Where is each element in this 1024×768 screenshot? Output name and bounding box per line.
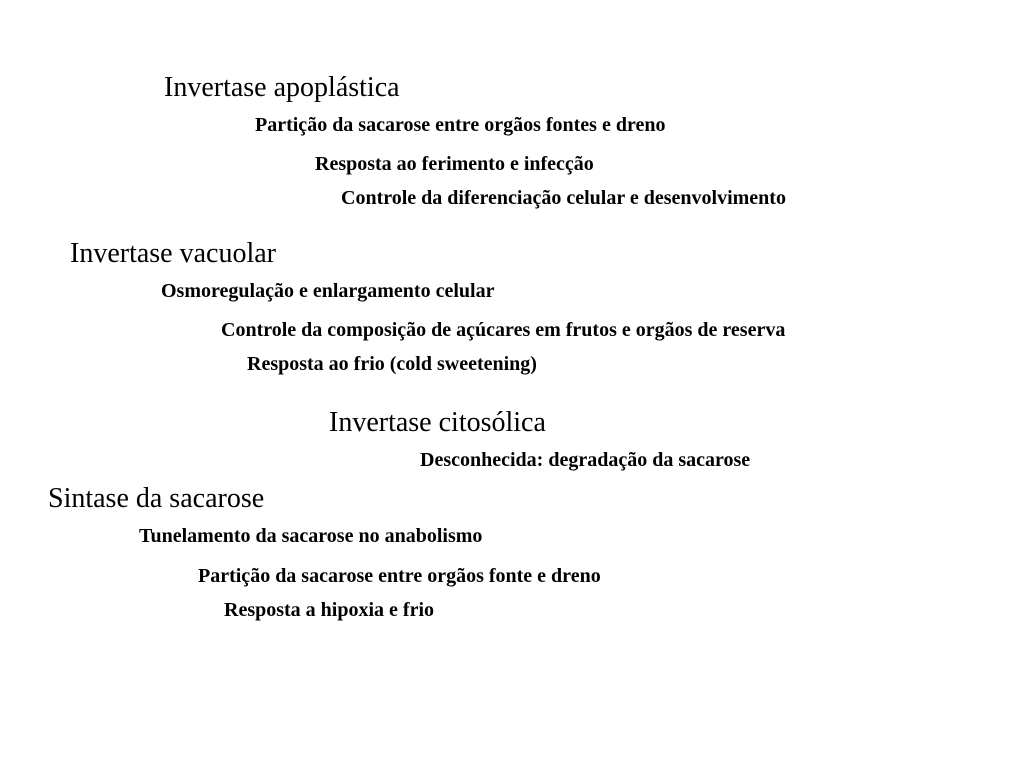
- synthase-item-tunneling: Tunelamento da sacarose no anabolismo: [139, 525, 483, 547]
- cytosolic-item-unknown-degradation: Desconhecida: degradação da sacarose: [420, 449, 751, 471]
- vacuolar-item-sugar-composition: Controle da composição de açúcares em frutos e orgãos de reserva: [221, 319, 786, 341]
- section-heading-cytosolic-invertase: Invertase citosólica: [329, 407, 546, 438]
- synthase-item-hypoxia-cold: Resposta a hipoxia e frio: [224, 599, 434, 621]
- apoplastic-item-differentiation-control: Controle da diferenciação celular e desenvolvimento: [341, 187, 786, 209]
- vacuolar-item-cold-sweetening: Resposta ao frio (cold sweetening): [247, 353, 537, 375]
- section-heading-apoplastic-invertase: Invertase apoplástica: [164, 72, 400, 103]
- apoplastic-item-sucrose-partition: Partição da sacarose entre orgãos fontes e dreno: [255, 114, 666, 136]
- apoplastic-item-wound-response: Resposta ao ferimento e infecção: [315, 153, 594, 175]
- synthase-item-sucrose-partition: Partição da sacarose entre orgãos fonte e dreno: [198, 565, 601, 587]
- section-heading-vacuolar-invertase: Invertase vacuolar: [70, 238, 276, 269]
- vacuolar-item-osmoregulation: Osmoregulação e enlargamento celular: [161, 280, 495, 302]
- section-heading-sucrose-synthase: Sintase da sacarose: [48, 483, 265, 514]
